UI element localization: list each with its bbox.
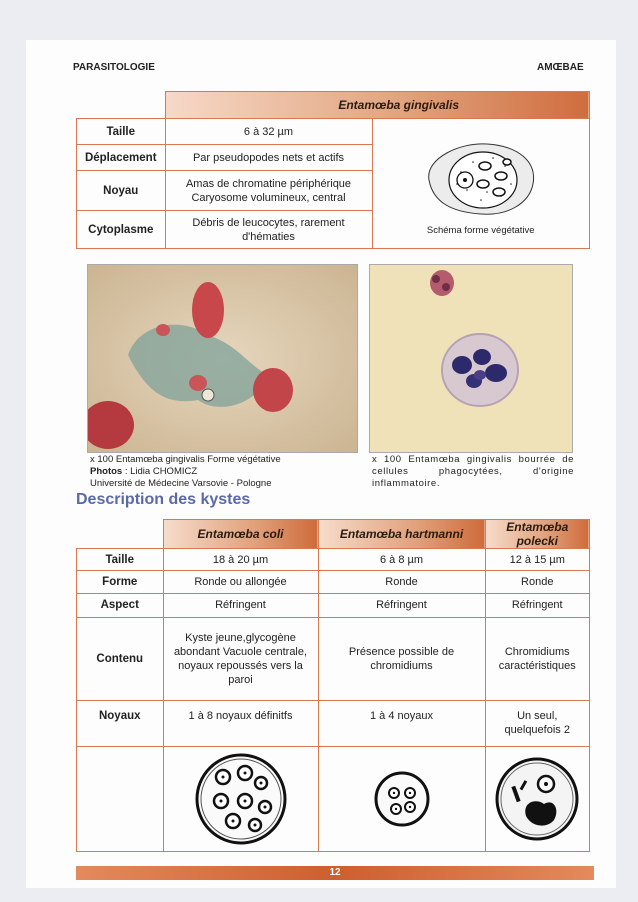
schema-caption: Schéma forme végétative — [426, 225, 535, 236]
kyste-cell: Réfringent — [485, 593, 590, 617]
photos-credit-label: Photos — [90, 466, 123, 477]
header-left: PARASITOLOGIE — [73, 62, 155, 73]
kyste-cell: Kyste jeune,glycogène abondant Vacuole centrale, noyaux repoussés vers la paroi — [163, 617, 318, 700]
cyst-hartmanni-drawing — [372, 769, 432, 829]
page-number: 12 — [76, 866, 594, 880]
row-value-cytoplasme: Débris de leucocytes, rarement d'hématies — [165, 211, 372, 249]
row-value-noyau: Amas de chromatine périphérique Caryosome volumineux, central — [165, 171, 372, 211]
cyst-coli-drawing — [193, 751, 289, 847]
photo-left-caption-line3: Université de Médecine Varsovie - Pologne — [90, 478, 272, 489]
kyste-cell: Présence possible de chromidiums — [318, 617, 485, 700]
kyste-cell: 1 à 4 noyaux — [318, 700, 485, 746]
cyst-drawing-coli-cell — [163, 746, 318, 851]
photo-right-image — [370, 265, 572, 452]
section-title: Description des kystes — [76, 491, 251, 508]
kyste-label-taille: Taille — [77, 549, 164, 571]
gingivalis-table — [76, 91, 590, 249]
photo-right — [369, 264, 573, 453]
photo-left-caption-line1: x 100 Entamœba gingivalis Forme végétative — [90, 454, 281, 465]
kyste-cell: 6 à 8 µm — [318, 549, 485, 571]
kystes-table — [76, 519, 590, 852]
species-header-hartmanni: Entamœba hartmanni — [318, 520, 485, 549]
kyste-label-noyaux: Noyaux — [77, 700, 164, 746]
kyste-cell: Ronde — [485, 571, 590, 593]
kyste-cell: Ronde ou allongée — [163, 571, 318, 593]
photo-left-caption-line2 — [90, 466, 360, 478]
row-value-deplacement: Par pseudopodes nets et actifs — [165, 145, 372, 171]
cyst-drawing-blank — [77, 746, 164, 851]
species-header-coli: Entamœba coli — [163, 520, 318, 549]
row-label-noyau: Noyau — [77, 171, 166, 211]
kyste-cell: 18 à 20 µm — [163, 549, 318, 571]
kyste-cell: 12 à 15 µm — [485, 549, 590, 571]
row-label-deplacement: Déplacement — [77, 145, 166, 171]
trophozoite-schema — [421, 140, 541, 218]
photo-left-caption — [90, 454, 360, 490]
kyste-cell: Chromidiums caractéristiques — [485, 617, 590, 700]
kyste-label-aspect: Aspect — [77, 593, 164, 617]
row-label-cytoplasme: Cytoplasme — [77, 211, 166, 249]
row-label-taille: Taille — [77, 119, 166, 145]
species-header-polecki: Entamœba polecki — [485, 520, 590, 549]
kyste-label-forme: Forme — [77, 571, 164, 593]
kyste-cell: Ronde — [318, 571, 485, 593]
cyst-drawing-polecki-cell — [485, 746, 590, 851]
photo-right-caption: x 100 Entamœba gingivalis bourrée de cellules phagocytées, d'origine inflammatoire. — [372, 454, 574, 489]
kyste-cell: Réfringent — [163, 593, 318, 617]
photos-credit-name: : Lidia CHOMICZ — [122, 466, 198, 477]
cyst-drawing-hartmanni-cell — [318, 746, 485, 851]
row-value-taille: 6 à 32 µm — [165, 119, 372, 145]
kyste-cell: Réfringent — [318, 593, 485, 617]
kyste-cell: 1 à 8 noyaux définitfs — [163, 700, 318, 746]
kyste-label-contenu: Contenu — [77, 617, 164, 700]
gingivalis-title: Entamœba gingivalis — [165, 92, 590, 119]
kyste-cell: Un seul, quelquefois 2 — [485, 700, 590, 746]
schema-cell — [372, 119, 590, 249]
header-right: AMŒBAE — [537, 62, 584, 73]
cyst-polecki-drawing — [492, 754, 582, 844]
photo-left — [87, 264, 358, 453]
photo-left-image — [88, 265, 357, 452]
